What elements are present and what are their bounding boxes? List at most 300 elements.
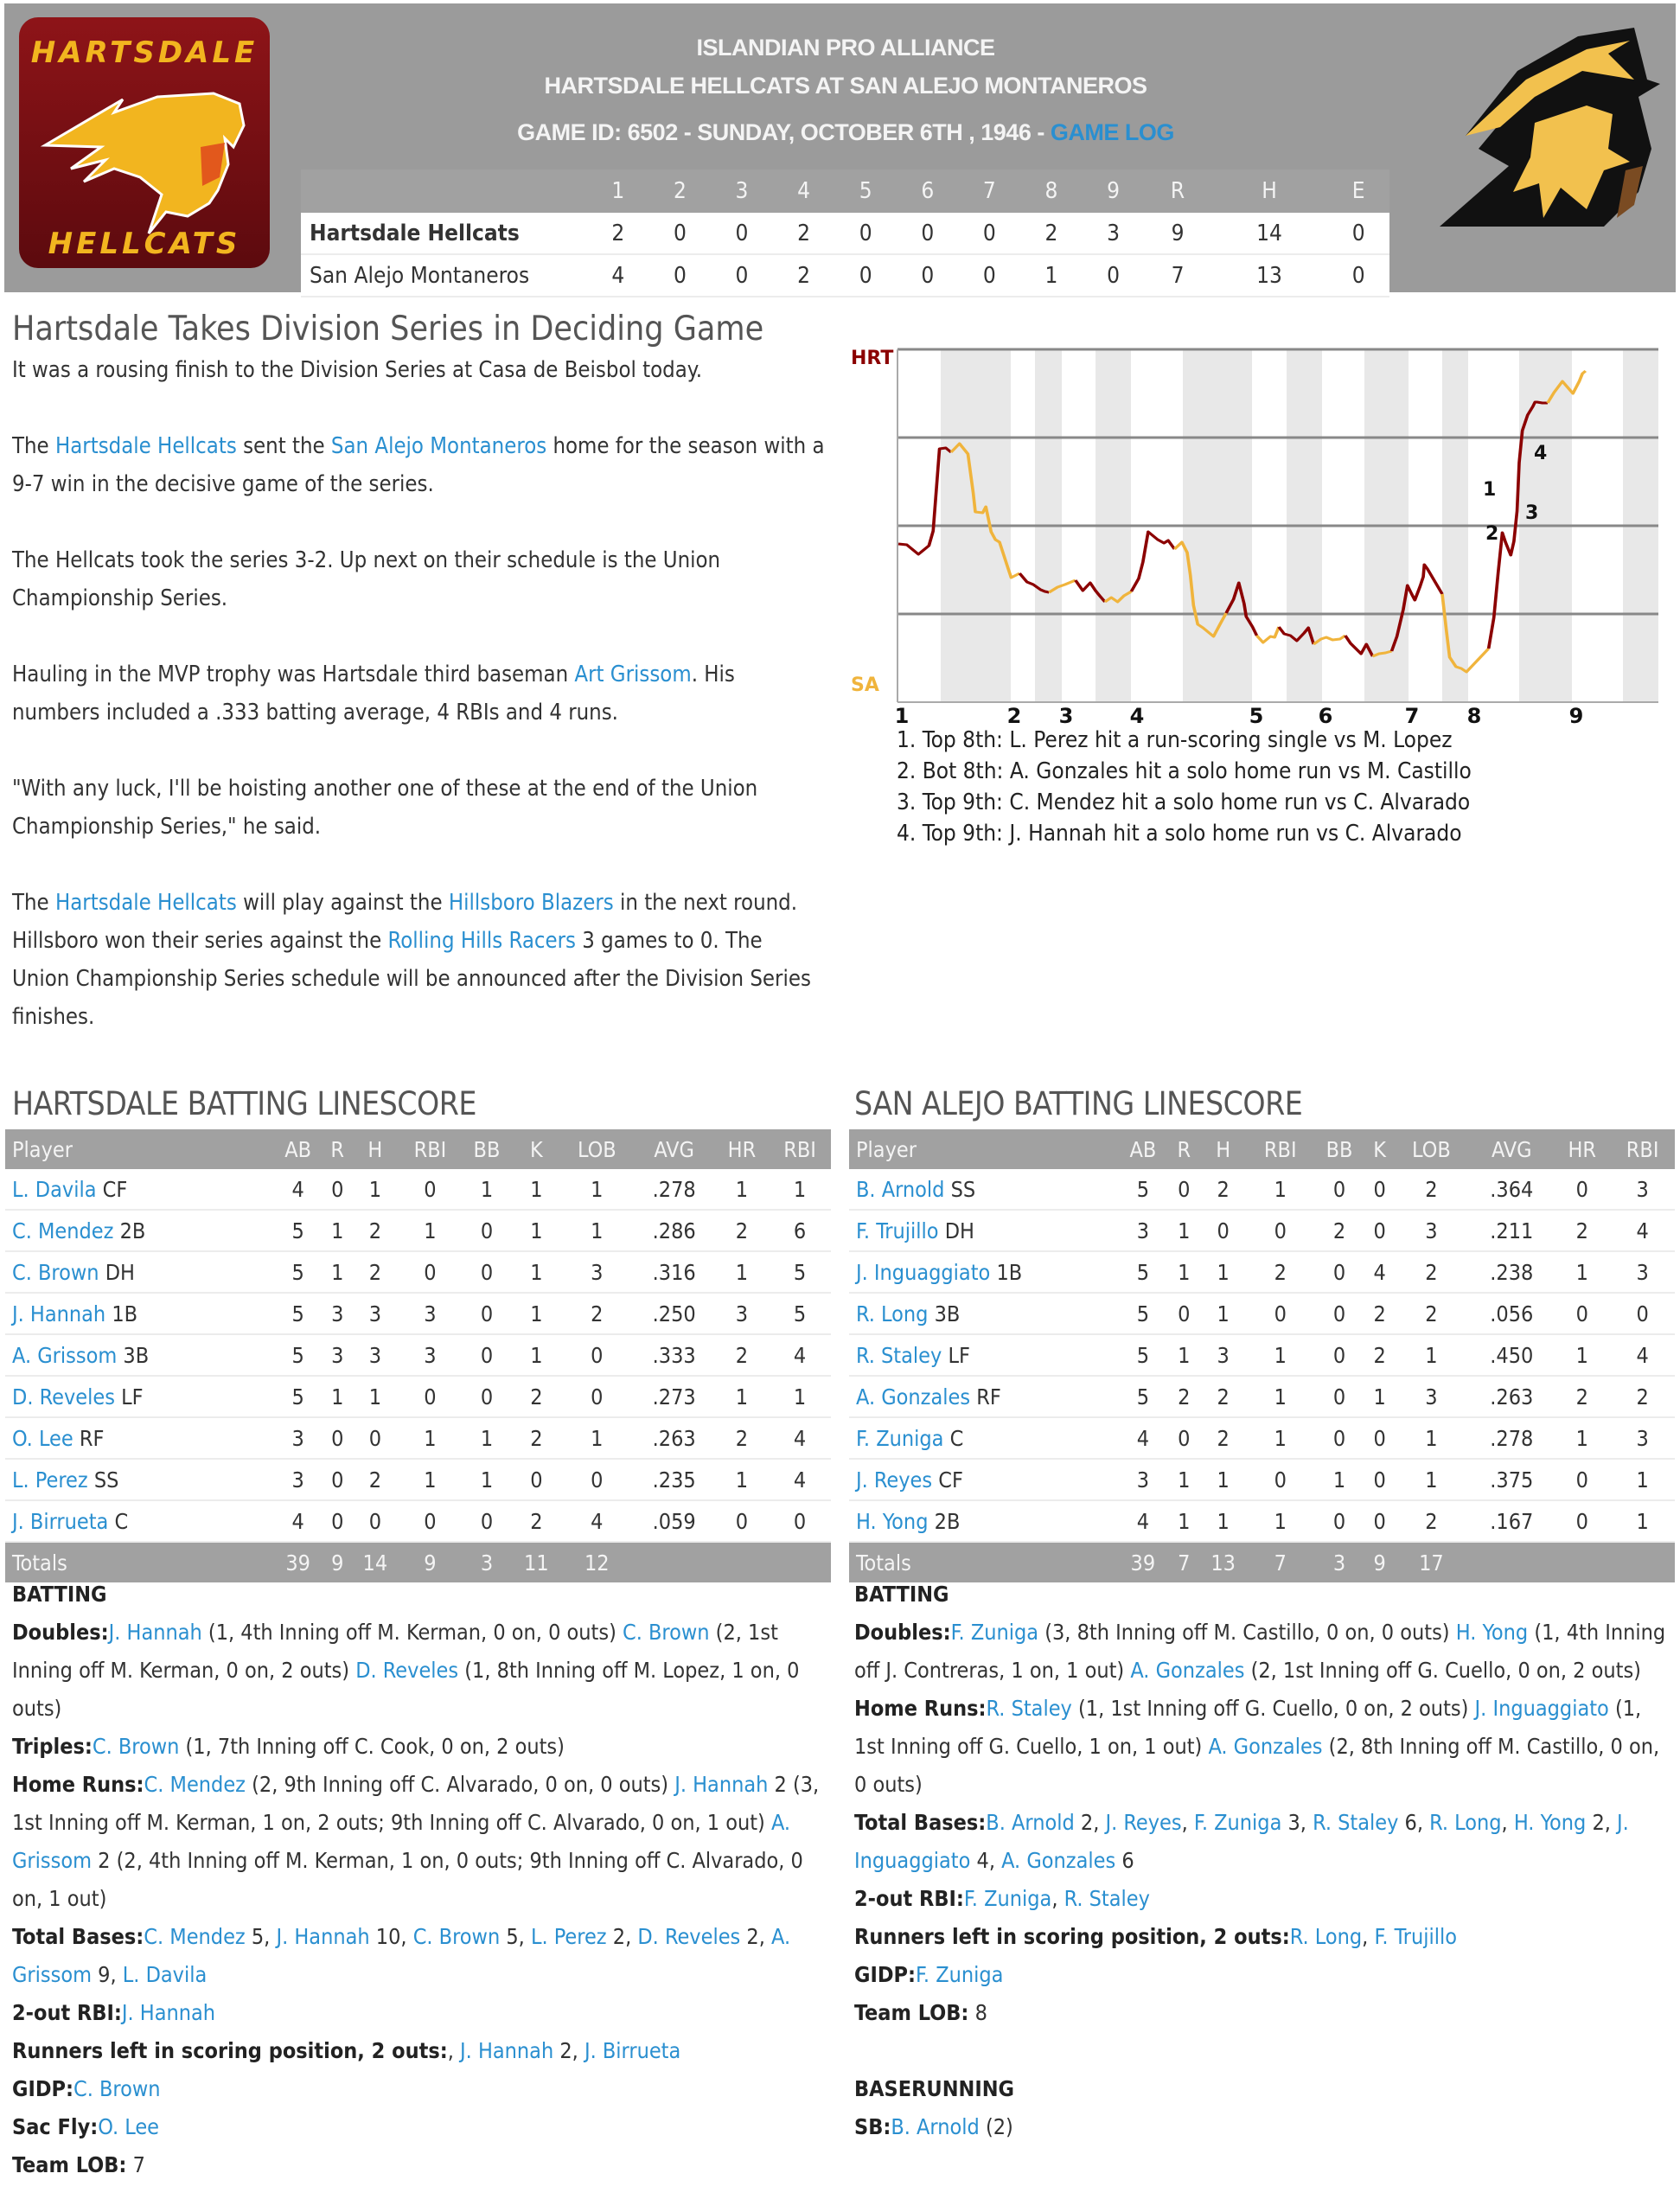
totals-cell: 9 [1366,1542,1394,1582]
stat-cell: 5 [1116,1251,1170,1293]
player-link[interactable]: H. Yong [856,1508,929,1534]
player-cell [5,1293,272,1334]
stat-cell: 1 [1554,1251,1610,1293]
note-text: , [1051,1886,1064,1911]
stat-cell: 1 [1248,1334,1313,1376]
batting-header [5,1129,831,1169]
note-label: SB: [854,2114,891,2139]
note-text: (1, 1st Inning off G. Cuello, 0 on, 2 outs) [1071,1696,1475,1721]
team-link[interactable]: Hillsboro Blazers [448,890,614,916]
player-link[interactable]: J. Hannah [108,1620,202,1645]
player-position: 2B [934,1508,961,1534]
player-link[interactable]: D. Reveles [355,1658,459,1683]
note-text: 2 (2, 4th Inning off M. Kerman, 1 on, 0 outs; 9th Inning off C. Alvarado, 0 on, 1 out) [12,1848,803,1911]
column-header: RBI [399,1129,462,1169]
column-header: AVG [634,1129,715,1169]
game-header [4,3,1676,292]
stat-cell: 0 [1554,1169,1610,1210]
stat-cell: 5 [272,1334,323,1376]
stat-cell: 5 [769,1293,831,1334]
column-header: AB [272,1129,323,1169]
linescore-col: 2 [649,169,712,213]
stat-cell: 1 [769,1376,831,1417]
note-label: Total Bases: [854,1810,987,1835]
player-link[interactable]: C. Mendez [144,1772,246,1797]
stat-cell: 2 [1198,1417,1249,1459]
stat-cell: 0 [1313,1334,1366,1376]
note-line [854,1994,1676,2032]
player-row [5,1500,831,1542]
batting-body [849,1169,1675,1582]
inning-label: 2 [1006,704,1022,728]
linescore-cell: 0 [649,213,712,254]
player-link[interactable]: A. Gonzales [1130,1658,1245,1683]
stat-cell: 2 [1366,1293,1394,1334]
player-row [849,1500,1675,1542]
player-link[interactable]: B. Arnold [891,2114,980,2139]
stat-cell: 0 [1313,1293,1366,1334]
player-position: 2B [119,1218,146,1243]
player-link[interactable]: Art Grissom [574,662,692,687]
chart-note: 3. Top 9th: C. Mendez hit a solo home run vs C. Alvarado [897,789,1471,815]
player-link[interactable]: C. Mendez [144,1924,246,1949]
stat-cell: 1 [513,1251,560,1293]
player-link[interactable]: J. Reyes [856,1467,933,1493]
stat-cell: 0 [715,1500,769,1542]
note-text: (1, 1st Inning off G. Cuello, 1 on, 1 out) [854,1696,1642,1759]
text: home for the season with a 9-7 win in the decisive game of the series. [12,433,825,497]
stat-cell: 2 [1198,1376,1249,1417]
san-alejo-batting-table [849,1129,1675,1582]
stat-cell: 0 [461,1376,512,1417]
inning-label: 9 [1568,704,1584,728]
totals-cell: 9 [399,1542,462,1582]
win-probability-chart [843,342,1673,731]
player-link[interactable]: F. Zuniga [950,1620,1039,1645]
sa-probability-segment [1256,627,1279,642]
note-text: (1, 4th Inning off M. Kerman, 0 on, 0 outs) [201,1620,623,1645]
stat-cell: 1 [715,1251,769,1293]
player-cell [849,1210,1116,1251]
note-line [854,1690,1676,1804]
note-text: 9, [92,1962,123,1987]
player-cell [849,1376,1116,1417]
note-label: Doubles: [12,1620,109,1645]
stat-cell: .211 [1469,1210,1554,1251]
stat-cell: 2 [513,1417,560,1459]
article-headline: Hartsdale Takes Division Series in Deciding Game [12,310,764,348]
stat-cell: 2 [715,1210,769,1251]
stat-cell: 0 [1248,1293,1313,1334]
linescore-col: 5 [834,169,897,213]
notes-section-title: BATTING [854,1582,949,1607]
totals-cell: 14 [351,1542,399,1582]
note-line [854,2108,1676,2146]
stat-cell: 0 [1554,1293,1610,1334]
hartsdale-batting-notes [12,1576,834,2184]
stat-cell: 4 [1366,1251,1394,1293]
hrt-probability-segment [1131,532,1174,591]
stat-cell: 1 [399,1459,462,1500]
montaneros-pirate-logo [1431,19,1660,244]
note-line [854,1918,1676,1956]
player-link[interactable]: A. Gonzales [1208,1734,1323,1759]
stat-cell: 3 [1610,1169,1675,1210]
totals-label: Totals [5,1542,272,1582]
league-name: ISLANDIAN PRO ALLIANCE [696,35,995,61]
stat-cell: 2 [560,1293,634,1334]
note-label: 2-out RBI: [854,1886,964,1911]
stat-cell: 1 [715,1459,769,1500]
inning-label: 8 [1466,704,1482,728]
column-header: BB [461,1129,512,1169]
player-link[interactable]: J. Hannah [121,2000,216,2025]
note-text: 4, [970,1848,1002,1873]
note-label: Runners left in scoring position, 2 outs: [854,1924,1290,1949]
note-text: 10, [369,1924,413,1949]
player-link[interactable]: O. Lee [98,2114,160,2139]
stat-cell: 2 [715,1417,769,1459]
chart-event-marker: 1 [1483,479,1497,501]
player-link[interactable]: H. Yong [1513,1810,1587,1835]
player-link[interactable]: F. Trujillo [1374,1924,1457,1949]
player-row [5,1169,831,1210]
player-link[interactable]: J. Inguaggiato [854,1810,1629,1873]
stat-cell: 1 [1393,1459,1469,1500]
player-cell [849,1251,1116,1293]
player-link[interactable]: C. Mendez [12,1218,114,1243]
note-text: (2, 9th Inning off C. Alvarado, 0 on, 0 outs) [245,1772,675,1797]
player-link[interactable]: F. Zuniga [1193,1810,1282,1835]
linescore-col: 8 [1020,169,1083,213]
stat-cell: 0 [323,1417,351,1459]
player-link[interactable]: C. Brown [623,1620,710,1645]
player-cell [5,1500,272,1542]
player-link[interactable]: D. Reveles [637,1924,741,1949]
note-text: 7 [126,2152,145,2177]
text: sent the [236,433,331,459]
player-link[interactable]: A. Grissom [12,1810,791,1873]
column-header: RBI [1248,1129,1313,1169]
player-link[interactable]: R. Staley [1064,1886,1150,1911]
stat-cell: 0 [1313,1417,1366,1459]
stat-cell: 0 [513,1459,560,1500]
column-header: LOB [1393,1129,1469,1169]
player-link[interactable]: F. Zuniga [915,1962,1004,1987]
stat-cell: .333 [634,1334,715,1376]
stat-cell: 5 [1116,1169,1170,1210]
note-text: 2 (3, 1st Inning off M. Kerman, 1 on, 2 outs; 9th Inning off C. Alvarado, 0 on, 1 out) [12,1772,820,1835]
stat-cell: 1 [769,1169,831,1210]
player-link[interactable]: C. Brown [12,1259,99,1285]
stat-cell: 0 [351,1500,399,1542]
player-link[interactable]: R. Long [1429,1810,1502,1835]
stat-cell: 4 [1116,1500,1170,1542]
linescore-col: H [1211,169,1328,213]
stat-cell: 2 [1393,1169,1469,1210]
stat-cell: .056 [1469,1293,1554,1334]
linescore-cell: 0 [649,254,712,297]
player-link[interactable]: R. Staley [856,1342,942,1368]
stat-cell: 1 [560,1210,634,1251]
linescore-cell: 2 [773,213,835,254]
hellcats-logo-top-text: HARTSDALE [30,35,259,70]
stat-cell: 0 [560,1459,634,1500]
stat-cell: 0 [1313,1500,1366,1542]
player-link[interactable]: L. Perez [530,1924,607,1949]
note-line [854,1956,1676,1994]
note-label: GIDP: [854,1962,916,1987]
player-link[interactable]: L. Davila [122,1962,208,1987]
player-link[interactable]: A. Gonzales [856,1384,971,1410]
stat-cell: 0 [1198,1210,1249,1251]
batting-header [849,1129,1675,1169]
player-link[interactable]: C. Brown [92,1734,180,1759]
stat-cell: .238 [1469,1251,1554,1293]
player-link[interactable]: F. Zuniga [856,1425,944,1451]
player-link[interactable]: H. Yong [1455,1620,1529,1645]
stat-cell: 2 [351,1459,399,1500]
team-link[interactable]: San Alejo Montaneros [330,433,547,459]
player-row [849,1459,1675,1500]
linescore-cell: 0 [711,213,773,254]
stat-cell: 1 [399,1210,462,1251]
note-label: Team LOB: [12,2152,127,2177]
stat-cell: 0 [399,1169,462,1210]
column-header: RBI [1610,1129,1675,1169]
player-link[interactable]: O. Lee [12,1425,73,1451]
note-text: (2) [979,2114,1013,2139]
player-position: LF [121,1384,144,1410]
player-position: DH [105,1259,135,1285]
player-link[interactable]: F. Trujillo [856,1218,939,1243]
stat-cell: 0 [461,1293,512,1334]
text: 3 games to 0. The Union Championship Series schedule will be announced after the Division Series finishes. [12,928,811,1030]
column-header: AB [1116,1129,1170,1169]
player-position: DH [944,1218,974,1243]
linescore-cell: 0 [1327,254,1389,297]
game-info-text: GAME ID: 6502 - SUNDAY, OCTOBER 6TH , 1946 - [517,119,1051,145]
totals-cell: 11 [513,1542,560,1582]
player-link[interactable]: B. Arnold [856,1176,945,1202]
stat-cell: 1 [1554,1417,1610,1459]
totals-cell: 3 [1313,1542,1366,1582]
article-paragraph [12,655,825,732]
stat-cell: 0 [1313,1169,1366,1210]
linescore-cell: 3 [1083,213,1145,254]
note-text: 3, [1281,1810,1313,1835]
player-link[interactable]: R. Long [1289,1924,1363,1949]
linescore-cell: 0 [897,254,959,297]
player-link[interactable]: J. Hannah [12,1301,106,1326]
player-row [849,1417,1675,1459]
player-link[interactable]: J. Hannah [674,1772,769,1797]
stat-cell: 1 [513,1293,560,1334]
stat-cell: .316 [634,1251,715,1293]
stat-cell: 1 [323,1210,351,1251]
team-link[interactable]: Hartsdale Hellcats [54,433,237,459]
stat-cell: 2 [1198,1169,1249,1210]
chart-event-notes [897,725,1472,849]
player-cell [5,1417,272,1459]
column-header: HR [715,1129,769,1169]
player-link[interactable]: R. Long [856,1301,929,1326]
player-link[interactable]: J. Reyes [1105,1810,1182,1835]
note-text: 2, [606,1924,638,1949]
player-row [5,1210,831,1251]
team-link[interactable]: Rolling Hills Racers [387,928,576,954]
player-link[interactable]: J. Inguaggiato [856,1259,991,1285]
note-line [12,2108,834,2146]
stat-cell: 3 [715,1293,769,1334]
team-link[interactable]: Hartsdale Hellcats [54,890,237,916]
player-cell [5,1459,272,1500]
inning-label: 5 [1249,704,1264,728]
stat-cell: 1 [1393,1417,1469,1459]
totals-cell: 7 [1170,1542,1198,1582]
player-link[interactable]: J. Inguaggiato [1474,1696,1609,1721]
linescore-row [301,254,1389,297]
player-position: 1B [996,1259,1023,1285]
column-header: Player [849,1129,1116,1169]
chart-note: 4. Top 9th: J. Hannah hit a solo home run vs C. Alvarado [897,821,1462,847]
stat-cell: 2 [513,1500,560,1542]
note-label: Home Runs: [854,1696,987,1721]
player-cell [5,1169,272,1210]
player-link[interactable]: B. Arnold [986,1810,1075,1835]
note-text: (2, 8th Inning off M. Castillo, 0 on, 0 outs) [854,1734,1660,1797]
stat-cell: 5 [1116,1293,1170,1334]
stat-cell: 3 [351,1293,399,1334]
player-link[interactable]: A. Gonzales [1001,1848,1116,1873]
player-link[interactable]: J. Birrueta [584,2038,681,2063]
totals-cell: 13 [1198,1542,1249,1582]
stat-cell: 3 [323,1334,351,1376]
note-text: (3, 8th Inning off M. Castillo, 0 on, 0 outs) [1038,1620,1456,1645]
stat-cell: 0 [560,1376,634,1417]
column-header: AVG [1469,1129,1554,1169]
linescore-cell: 1 [1020,254,1083,297]
article-paragraph: It was a rousing finish to the Division Series at Casa de Beisbol today. [12,357,703,383]
column-header: H [1198,1129,1249,1169]
stat-cell: .273 [634,1376,715,1417]
linescore-col: 6 [897,169,959,213]
stat-cell: 1 [1366,1376,1394,1417]
stat-cell: 5 [272,1210,323,1251]
player-position: C [114,1508,129,1534]
stat-cell: .278 [634,1169,715,1210]
stat-cell: 4 [272,1169,323,1210]
note-label: Runners left in scoring position, 2 outs: [12,2038,448,2063]
player-position: RF [79,1425,105,1451]
linescore-col: R [1144,169,1210,213]
stat-cell: 1 [461,1417,512,1459]
totals-cell: 39 [1116,1542,1170,1582]
text: The [12,890,55,916]
stat-cell: 3 [1610,1251,1675,1293]
totals-cell: 9 [323,1542,351,1582]
inning-label: 3 [1058,704,1074,728]
note-label: Triples: [12,1734,93,1759]
stat-cell: 0 [1248,1459,1313,1500]
stat-cell: .286 [634,1210,715,1251]
note-line [12,1728,834,1766]
stat-cell: 0 [1313,1376,1366,1417]
player-position: SS [950,1176,976,1202]
player-link[interactable]: A. Grissom [12,1342,118,1368]
player-row [5,1417,831,1459]
linescore-team-header [301,169,587,213]
stat-cell: 3 [1610,1417,1675,1459]
stat-cell: 0 [1610,1293,1675,1334]
linescore-table [301,169,1389,297]
stat-cell: 0 [1554,1459,1610,1500]
stat-cell: 4 [272,1500,323,1542]
game-log-link[interactable]: GAME LOG [1050,119,1174,145]
player-link[interactable]: J. Hannah [460,2038,554,2063]
note-text: 2, [740,1924,772,1949]
stat-cell: .235 [634,1459,715,1500]
player-row [849,1293,1675,1334]
note-label: Sac Fly: [12,2114,99,2139]
player-row [5,1459,831,1500]
linescore-team-name: Hartsdale Hellcats [301,213,587,254]
player-link[interactable]: C. Brown [412,1924,501,1949]
player-link[interactable]: J. Birrueta [12,1508,109,1534]
stat-cell: 0 [461,1210,512,1251]
linescore-cell: 0 [959,213,1021,254]
player-link[interactable]: R. Staley [1313,1810,1399,1835]
player-link[interactable]: L. Davila [12,1176,97,1202]
player-position: 3B [934,1301,961,1326]
chart-bottom-label: SA [851,674,879,696]
player-link[interactable]: C. Brown [73,2076,161,2101]
stat-cell: 0 [1248,1210,1313,1251]
stat-cell: 0 [399,1251,462,1293]
chart-event-marker: 3 [1525,502,1539,524]
stat-cell: .364 [1469,1169,1554,1210]
linescore-cell: 0 [834,213,897,254]
player-link[interactable]: L. Perez [12,1467,88,1493]
player-cell [849,1500,1116,1542]
stat-cell: 0 [399,1376,462,1417]
stat-cell: 0 [323,1169,351,1210]
stat-cell: 0 [1313,1251,1366,1293]
player-link[interactable]: F. Zuniga [963,1886,1052,1911]
player-cell [5,1376,272,1417]
totals-cell: 7 [1248,1542,1313,1582]
stat-cell: 0 [1366,1500,1394,1542]
chart-note: 1. Top 8th: L. Perez hit a run-scoring single vs M. Lopez [897,727,1453,753]
note-label: Team LOB: [854,2000,969,2025]
note-label: 2-out RBI: [12,2000,122,2025]
stat-cell: 1 [351,1376,399,1417]
player-link[interactable]: A. Grissom [12,1924,791,1987]
player-link[interactable]: J. Hannah [276,1924,370,1949]
note-text: , [1362,1924,1375,1949]
player-link[interactable]: R. Staley [986,1696,1072,1721]
player-cell [849,1459,1116,1500]
stat-cell: .450 [1469,1334,1554,1376]
stat-cell: 1 [1248,1417,1313,1459]
notes-section-title: BATTING [12,1582,107,1607]
note-line [12,1918,834,1994]
player-link[interactable]: D. Reveles [12,1384,115,1410]
player-cell [5,1251,272,1293]
text: The [12,433,55,459]
linescore-header-row [301,169,1389,213]
stat-cell: 2 [1393,1293,1469,1334]
